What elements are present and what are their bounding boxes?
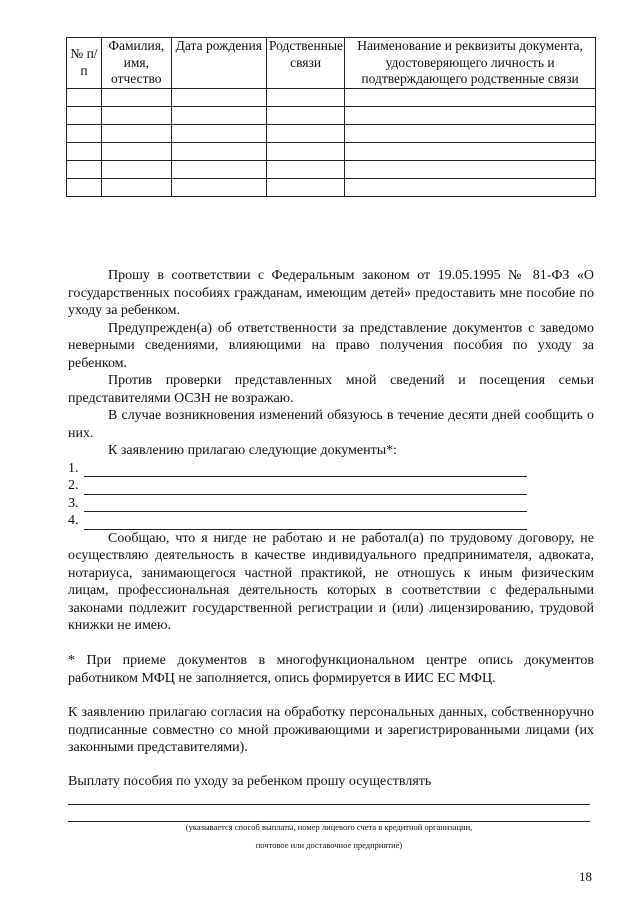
table-cell[interactable] <box>266 160 344 178</box>
table-cell[interactable] <box>67 88 102 106</box>
attachment-number: 2. <box>68 478 79 493</box>
table-cell[interactable] <box>101 160 171 178</box>
table-cell[interactable] <box>67 106 102 124</box>
attachment-number: 1. <box>68 460 79 476</box>
payment-hint-line-1: (указывается способ выплаты, номер лицевого счета в кредитной организации, <box>185 822 473 832</box>
table-row <box>67 160 596 178</box>
table-cell[interactable] <box>171 160 266 178</box>
footnote: * При приеме документов в многофункциональном центре опись документов работником МФЦ не заполняется, опись формируется в ИИС ЕС МФЦ. <box>68 653 594 686</box>
header-relationship: Родственные связи <box>266 38 344 89</box>
header-document: Наименование и реквизиты документа, удостоверяющего личность и подтверждающего родственные связи <box>345 38 596 89</box>
table-cell[interactable] <box>101 106 171 124</box>
attachments-heading: К заявлению прилагаю следующие документы*: <box>108 443 398 458</box>
table-cell[interactable] <box>266 124 344 142</box>
page-number: 18 <box>579 869 592 884</box>
table-cell[interactable] <box>67 124 102 142</box>
attachment-fill-line[interactable] <box>84 463 527 477</box>
table-cell[interactable] <box>345 106 596 124</box>
employment-statement-paragraph: Сообщаю, что я нигде не работаю и не работал(а) по трудовому договору, не осуществляю деятельность в качестве индивидуального предпринимателя, адвоката, нотариуса, занимающегося частной практикой, не отношусь к иным физическим лицам, профессиональная деятельность которых в соответствии с федеральными законами подлежит государственной регистрации и (или) лицензированию, трудовой книжки не имею. <box>68 530 594 633</box>
attachment-fill-line[interactable] <box>84 481 527 495</box>
consents-paragraph: К заявлению прилагаю согласия на обработку персональных данных, собственноручно подписанные совместно со мной проживающими и зарегистрированными лицами (их законными представителями). <box>68 705 594 755</box>
table-cell[interactable] <box>171 142 266 160</box>
attachment-line-4[interactable] <box>68 512 594 530</box>
changes-notice-paragraph: В случае возникновения изменений обязуюсь в течение десяти дней сообщить о них. <box>68 408 594 441</box>
header-full-name: Фамилия, имя, отчество <box>101 38 171 89</box>
table-cell[interactable] <box>67 160 102 178</box>
table-cell[interactable] <box>101 142 171 160</box>
table-row <box>67 124 596 142</box>
table-cell[interactable] <box>345 160 596 178</box>
payment-fill-line-1[interactable] <box>68 804 590 805</box>
header-number: № п/п <box>67 38 102 89</box>
table-row <box>67 88 596 106</box>
request-block <box>68 267 594 635</box>
attachment-fill-line[interactable] <box>84 498 527 512</box>
table-cell[interactable] <box>171 106 266 124</box>
table-cell[interactable] <box>266 88 344 106</box>
relatives-table <box>66 37 596 197</box>
verification-consent-paragraph: Против проверки представленных мной сведений и посещения семьи представителями ОСЗН не возражаю. <box>68 373 594 406</box>
payment-hint-line-2: почтовое или доставочное предприятие) <box>255 840 403 850</box>
request-paragraph: Прошу в соответствии с Федеральным законом от 19.05.1995 № 81-ФЗ «О государственных пособиях гражданам, имеющим детей» предоставить мне пособие по уходу за ребенком. <box>68 268 594 318</box>
table-cell[interactable] <box>345 142 596 160</box>
attachment-line-1[interactable] <box>68 460 594 478</box>
table-row <box>67 106 596 124</box>
table-cell[interactable] <box>345 124 596 142</box>
table-cell[interactable] <box>171 88 266 106</box>
table-cell[interactable] <box>345 88 596 106</box>
table-cell[interactable] <box>67 178 102 196</box>
table-cell[interactable] <box>171 124 266 142</box>
table-cell[interactable] <box>101 88 171 106</box>
attachment-number: 3. <box>68 495 79 511</box>
table-cell[interactable] <box>345 178 596 196</box>
table-cell[interactable] <box>101 124 171 142</box>
table-cell[interactable] <box>171 178 266 196</box>
table-row <box>67 142 596 160</box>
table-header-row <box>67 38 596 89</box>
table-cell[interactable] <box>266 106 344 124</box>
table-cell[interactable] <box>266 142 344 160</box>
liability-paragraph: Предупрежден(а) об ответственности за представление документов с заведомо неверными сведениями, влияющими на право получения пособия по уходу за ребенком. <box>68 320 594 371</box>
table-cell[interactable] <box>67 142 102 160</box>
attachment-fill-line[interactable] <box>84 516 527 530</box>
attachment-line-3[interactable] <box>68 495 594 513</box>
attachment-line-2[interactable] <box>68 477 594 495</box>
table-cell[interactable] <box>101 178 171 196</box>
payment-method-label: Выплату пособия по уходу за ребенком прошу осуществлять <box>68 774 432 789</box>
table-row <box>67 178 596 196</box>
attachment-number: 4. <box>68 513 79 528</box>
header-birth-date: Дата рождения <box>171 38 266 89</box>
table-cell[interactable] <box>266 178 344 196</box>
